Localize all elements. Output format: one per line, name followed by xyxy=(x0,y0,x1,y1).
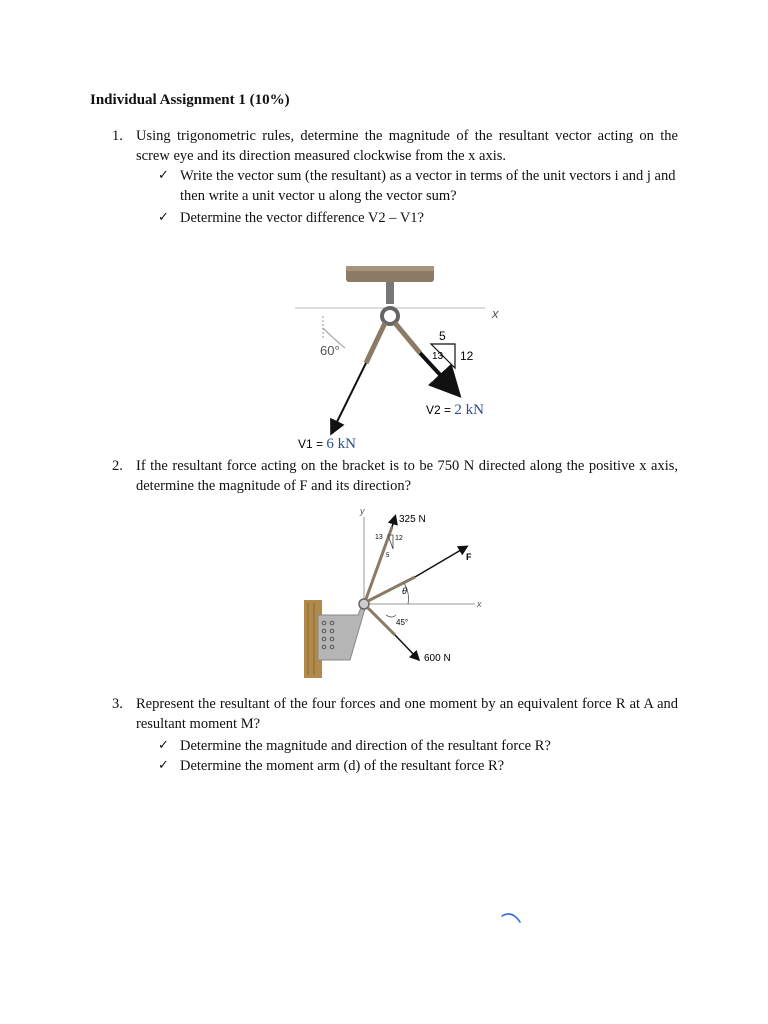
force-325n-label: 325 N xyxy=(399,514,426,525)
question-3-bullet-1 xyxy=(158,736,680,756)
question-1-bullet-2 xyxy=(158,208,680,228)
angle-45-label: 45° xyxy=(396,618,409,627)
triangle-side-label: 12 xyxy=(395,535,403,542)
bullet-text: Determine the vector difference V2 – V1? xyxy=(180,210,424,226)
bullet-text: Determine the magnitude and direction of the resultant force R? xyxy=(180,738,551,754)
pin xyxy=(359,599,369,609)
triangle-top-label: 5 xyxy=(439,329,446,343)
question-number: 2. xyxy=(112,458,123,474)
question-3 xyxy=(112,694,678,734)
figure-screw-eye xyxy=(290,258,520,458)
question-text: Represent the resultant of the four forces and one moment by an equivalent force R at A and resultant moment M? xyxy=(136,696,678,732)
question-number: 3. xyxy=(112,696,123,712)
v1-label: V1 = 6 kN xyxy=(298,436,356,452)
check-icon: ✓ xyxy=(158,168,169,183)
question-1 xyxy=(112,126,678,166)
triangle-hyp-label: 13 xyxy=(432,351,444,362)
check-icon: ✓ xyxy=(158,738,169,753)
question-1-bullet-1 xyxy=(158,166,680,206)
question-text: Using trigonometric rules, determine the magnitude of the resultant vector acting on the screw eye and its direction measured clockwise from the x axis. xyxy=(136,128,678,164)
force-600n-arrow xyxy=(395,635,418,659)
figure-bracket xyxy=(300,505,500,680)
y-axis-label: y xyxy=(360,506,365,516)
force-325n-arrow xyxy=(392,517,395,527)
force-f-arrow xyxy=(415,547,466,577)
loading-spinner-icon xyxy=(500,910,524,930)
x-axis-label: x xyxy=(477,599,482,609)
slope-triangle xyxy=(388,535,393,549)
force-f-label: F xyxy=(466,552,472,562)
rope-v2 xyxy=(395,323,420,353)
page-title: Individual Assignment 1 (10%) xyxy=(90,92,290,108)
angle-label: 60° xyxy=(320,343,340,358)
force-600n-label: 600 N xyxy=(424,653,451,664)
screw-shank xyxy=(386,282,394,304)
bullet-text: Write the vector sum (the resultant) as a vector in terms of the unit vectors i and j and then write a unit vector u along the vector sum? xyxy=(180,168,676,204)
vector-v1-arrow xyxy=(332,363,366,432)
v1-value: 6 kN xyxy=(326,436,356,452)
triangle-side-label: 12 xyxy=(460,349,474,363)
screw-eye-ring xyxy=(382,308,398,324)
question-3-bullet-2 xyxy=(158,756,680,776)
theta-label: θ xyxy=(402,586,407,596)
triangle-hyp-label: 13 xyxy=(375,534,383,541)
angle-arc xyxy=(386,615,396,617)
rope-v1 xyxy=(366,323,385,363)
v2-label: V2 = 2 kN xyxy=(426,402,484,418)
question-text: If the resultant force acting on the bracket is to be 750 N directed along the positive x axis, determine the magnitude of F and its direction? xyxy=(136,458,678,494)
question-number: 1. xyxy=(112,128,123,144)
v2-value: 2 kN xyxy=(454,402,484,418)
x-axis-label: x xyxy=(492,306,499,321)
check-icon: ✓ xyxy=(158,758,169,773)
check-icon: ✓ xyxy=(158,210,169,225)
rope-f xyxy=(368,577,415,601)
rope-600n xyxy=(368,608,395,635)
bullet-text: Determine the moment arm (d) of the resultant force R? xyxy=(180,758,505,774)
triangle-base-label: 5 xyxy=(386,553,390,559)
question-2 xyxy=(112,456,678,496)
